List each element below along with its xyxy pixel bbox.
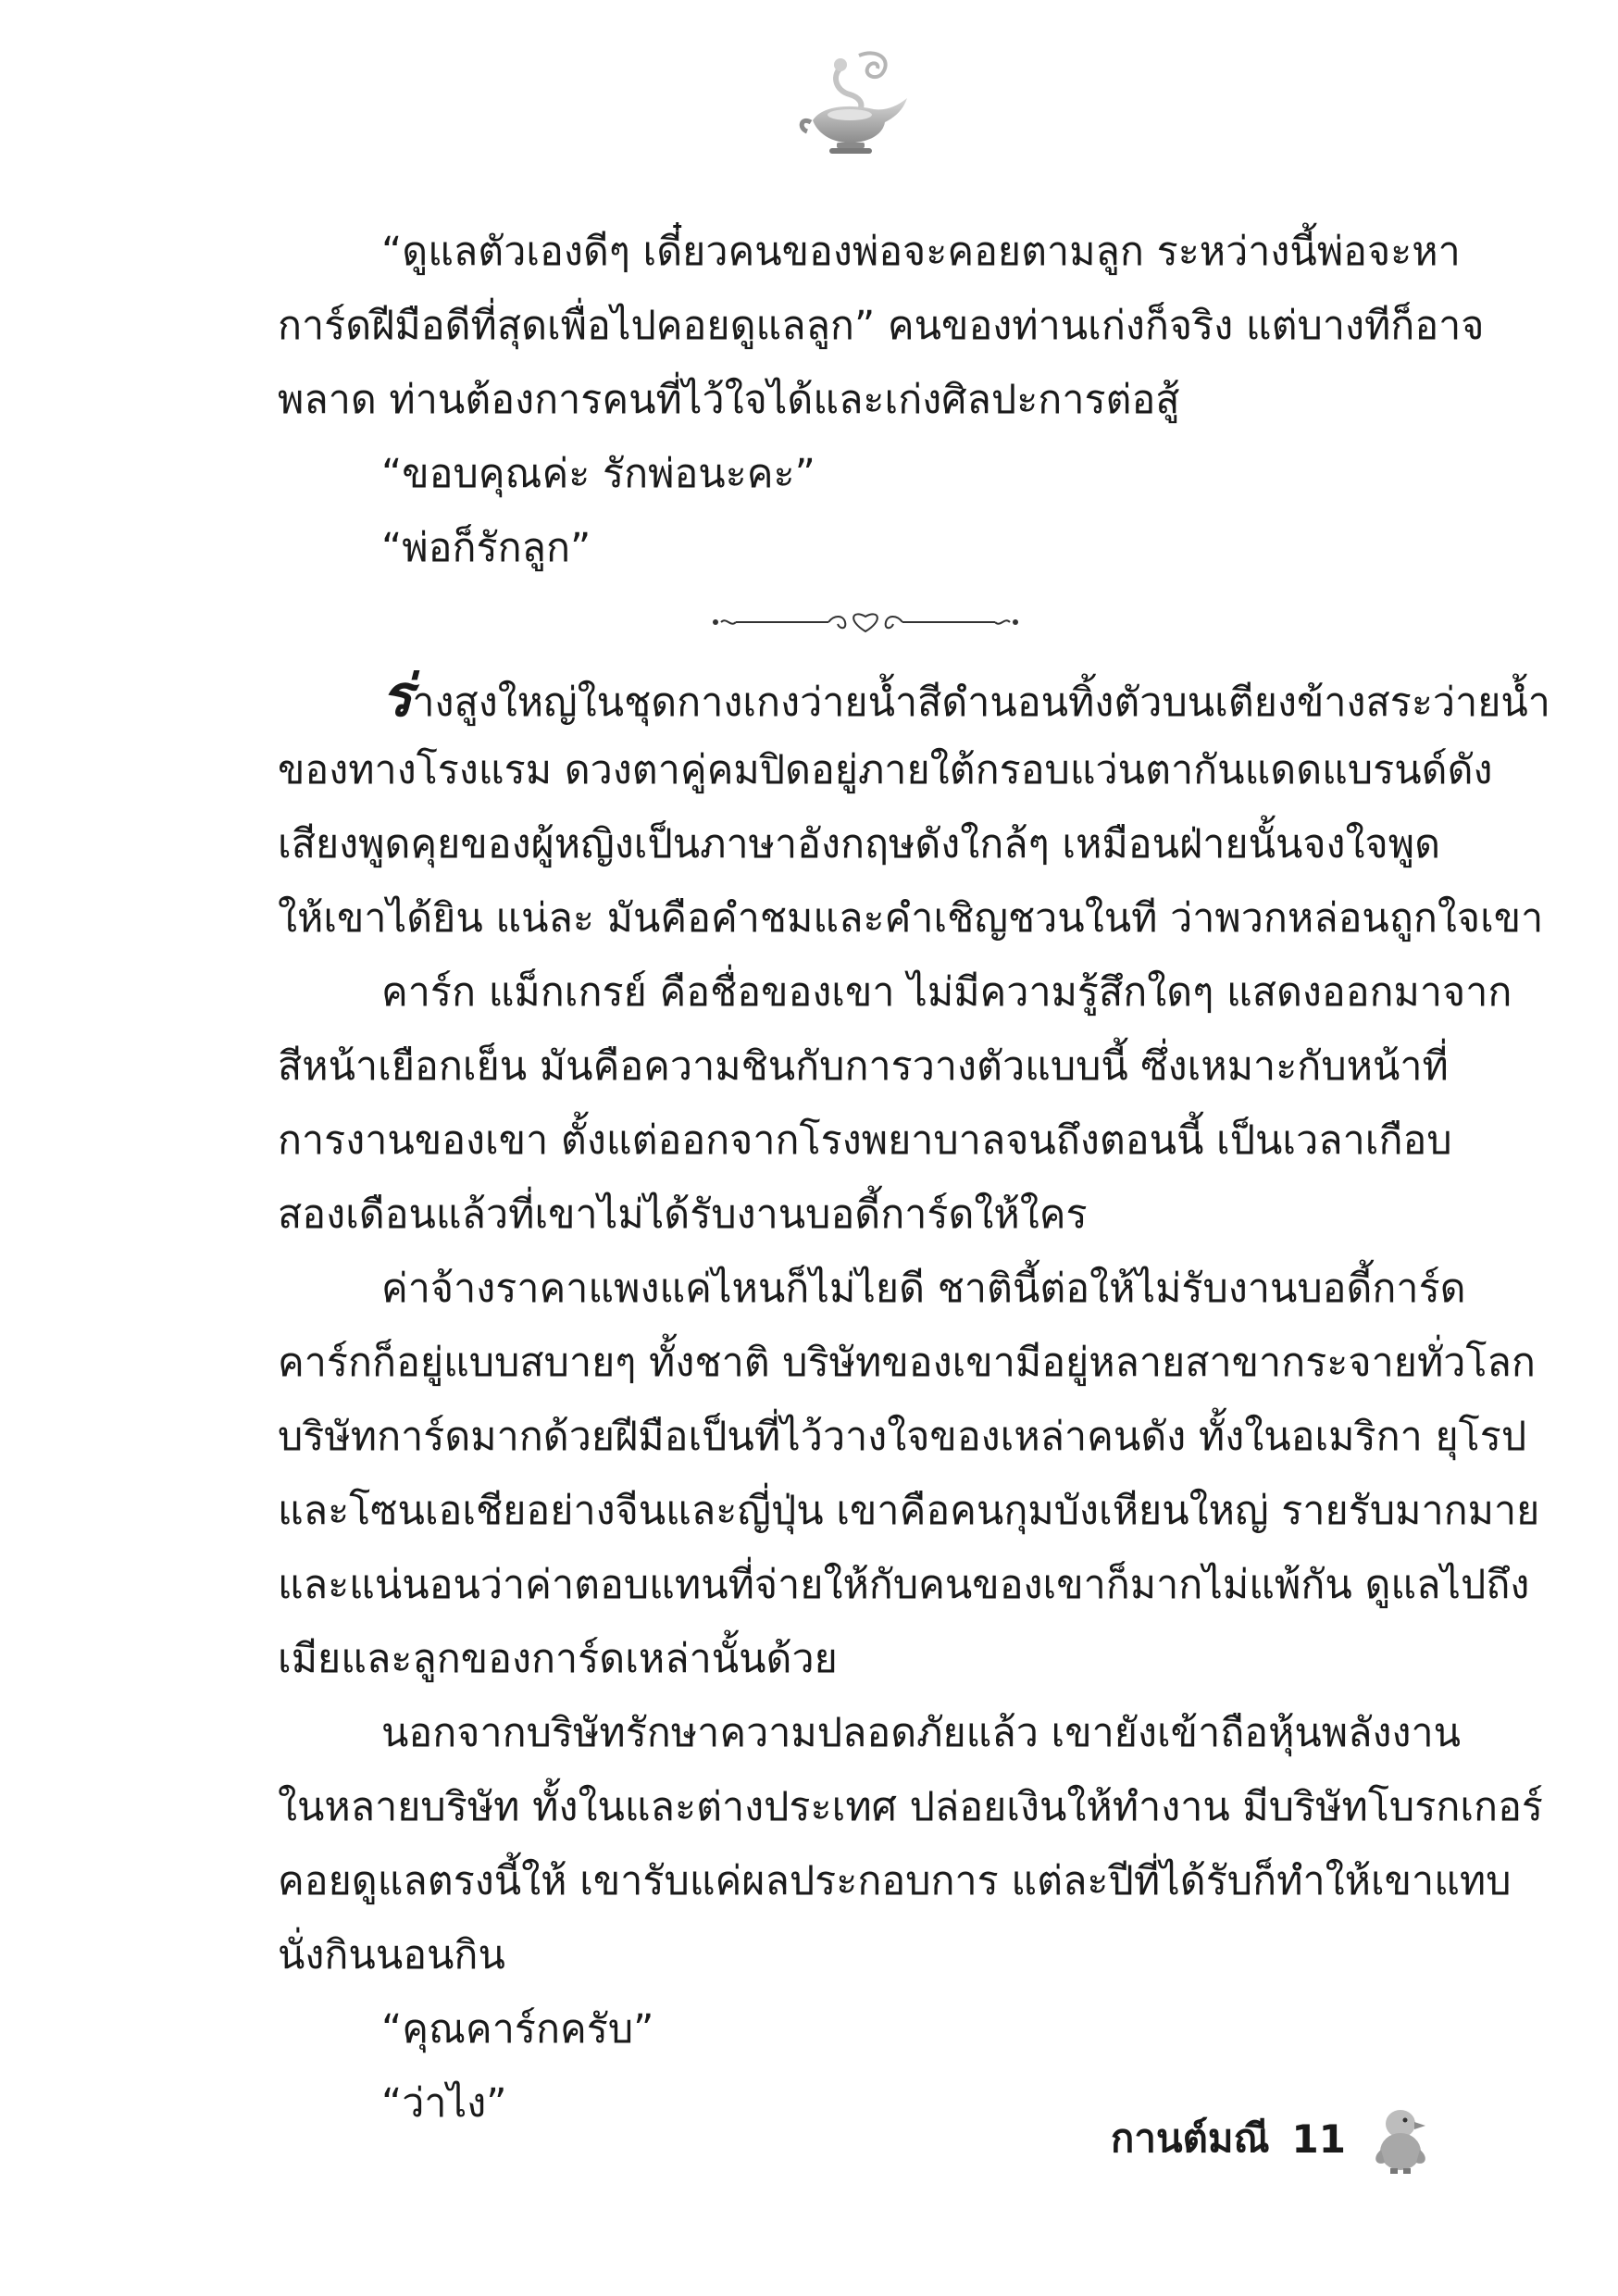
paragraph-line: และแน่นอนว่าค่าตอบแทนที่จ่ายให้กับคนของเขาก็มากไม่แพ้กัน ดูแลไปถึง [278, 1562, 1530, 1608]
dialogue-line: “คุณคาร์กครับ” [381, 2006, 654, 2053]
lamp-ornament-icon [794, 48, 915, 159]
dialogue-line: “ว่าไง” [381, 2080, 507, 2127]
page-footer [1111, 2102, 1433, 2176]
section-lines [278, 733, 1544, 2140]
paragraph-line: คอยดูแลตรงนี้ให้ เขารับแค่ผลประกอบการ แต่ละปีที่ได้รับก็ทำให้เขาแทบ [278, 1858, 1512, 1904]
paragraph-line: สองเดือนแล้วที่เขาไม่ได้รับงานบอดี้การ์ดให้ใคร [278, 1192, 1088, 1238]
paragraph-line: ค่าจ้างราคาแพงแค่ไหนก็ไม่ไยดี ชาตินี้ต่อให้ไม่รับงานบอดี้การ์ด [381, 1266, 1466, 1312]
book-title: กานต์มณี [1110, 2115, 1270, 2161]
paragraph-line: เสียงพูดคุยของผู้หญิงเป็นภาษาอังกฤษดังใกล้ๆ เหมือนฝ่ายนั้นจงใจพูด [278, 821, 1441, 867]
paragraph-line: “ดูแลตัวเองดีๆ เดี๋ยวคนของพ่อจะคอยตามลูก ระหว่างนี้พ่อจะหา [381, 229, 1461, 275]
paragraph-line: นอกจากบริษัทรักษาความปลอดภัยแล้ว เขายังเข้าถือหุ้นพลังงาน [381, 1710, 1462, 1756]
drop-cap: ร่ [381, 662, 413, 730]
paragraph-line: และโซนเอเชียอย่างจีนและญี่ปุ่น เขาคือคนกุมบังเหียนใหญ่ รายรับมากมาย [278, 1488, 1540, 1534]
opening-line-text: างสูงใหญ่ในชุดกางเกงว่ายน้ำสีดำนอนทิ้งตัวบนเตียงข้างสระว่ายน้ำ [412, 680, 1550, 726]
paragraph-line: การ์ดฝีมือดีที่สุดเพื่อไปคอยดูแลลูก” คนของท่านเก่งก็จริง แต่บางทีก็อาจ [278, 303, 1485, 349]
section-opening-line [278, 659, 1550, 733]
paragraph-line: การงานของเขา ตั้งแต่ออกจากโรงพยาบาลจนถึงตอนนี้ เป็นเวลาเกือบ [278, 1117, 1452, 1164]
dialogue-line: “พ่อก็รักลูก” [381, 525, 591, 571]
paragraph-line: ให้เขาได้ยิน แน่ละ มันคือคำชมและคำเชิญชวนในที ว่าพวกหล่อนถูกใจเขา [278, 895, 1544, 942]
bird-icon [1368, 2102, 1433, 2176]
page-body [278, 215, 1550, 2140]
paragraph-line: ในหลายบริษัท ทั้งในและต่างประเทศ ปล่อยเงินให้ทำงาน มีบริษัทโบรกเกอร์ [278, 1784, 1544, 1830]
paragraph-line: เมียและลูกของการ์ดเหล่านั้นด้วย [278, 1636, 838, 1682]
paragraph-line: คาร์ก แม็กเกรย์ คือชื่อของเขา ไม่มีความรู้สึกใดๆ แสดงออกมาจาก [381, 969, 1512, 1016]
paragraph-line: ของทางโรงแรม ดวงตาคู่คมปิดอยู่ภายใต้กรอบแว่นตากันแดดแบรนด์ดัง [278, 747, 1493, 793]
paragraph-line: นั่งกินนอนกิน [278, 1932, 505, 1978]
paragraph-line: พลาด ท่านต้องการคนที่ไว้ใจได้และเก่งศิลปะการต่อสู้ [278, 377, 1180, 423]
paragraph-line: สีหน้าเยือกเย็น มันคือความชินกับการวางตัวแบบนี้ ซึ่งเหมาะกับหน้าที่ [278, 1043, 1449, 1090]
heart-divider-icon [708, 604, 1023, 641]
paragraph-line: คาร์กก็อยู่แบบสบายๆ ทั้งชาติ บริษัทของเขามีอยู่หลายสาขากระจายทั่วโลก [278, 1340, 1536, 1386]
section-divider [278, 585, 1453, 659]
page-number: 11 [1291, 2115, 1346, 2162]
dialogue-line: “ขอบคุณค่ะ รักพ่อนะคะ” [381, 451, 815, 497]
paragraph-line: บริษัทการ์ดมากด้วยฝีมือเป็นที่ไว้วางใจของเหล่าคนดัง ทั้งในอเมริกา ยุโรป [278, 1414, 1527, 1460]
